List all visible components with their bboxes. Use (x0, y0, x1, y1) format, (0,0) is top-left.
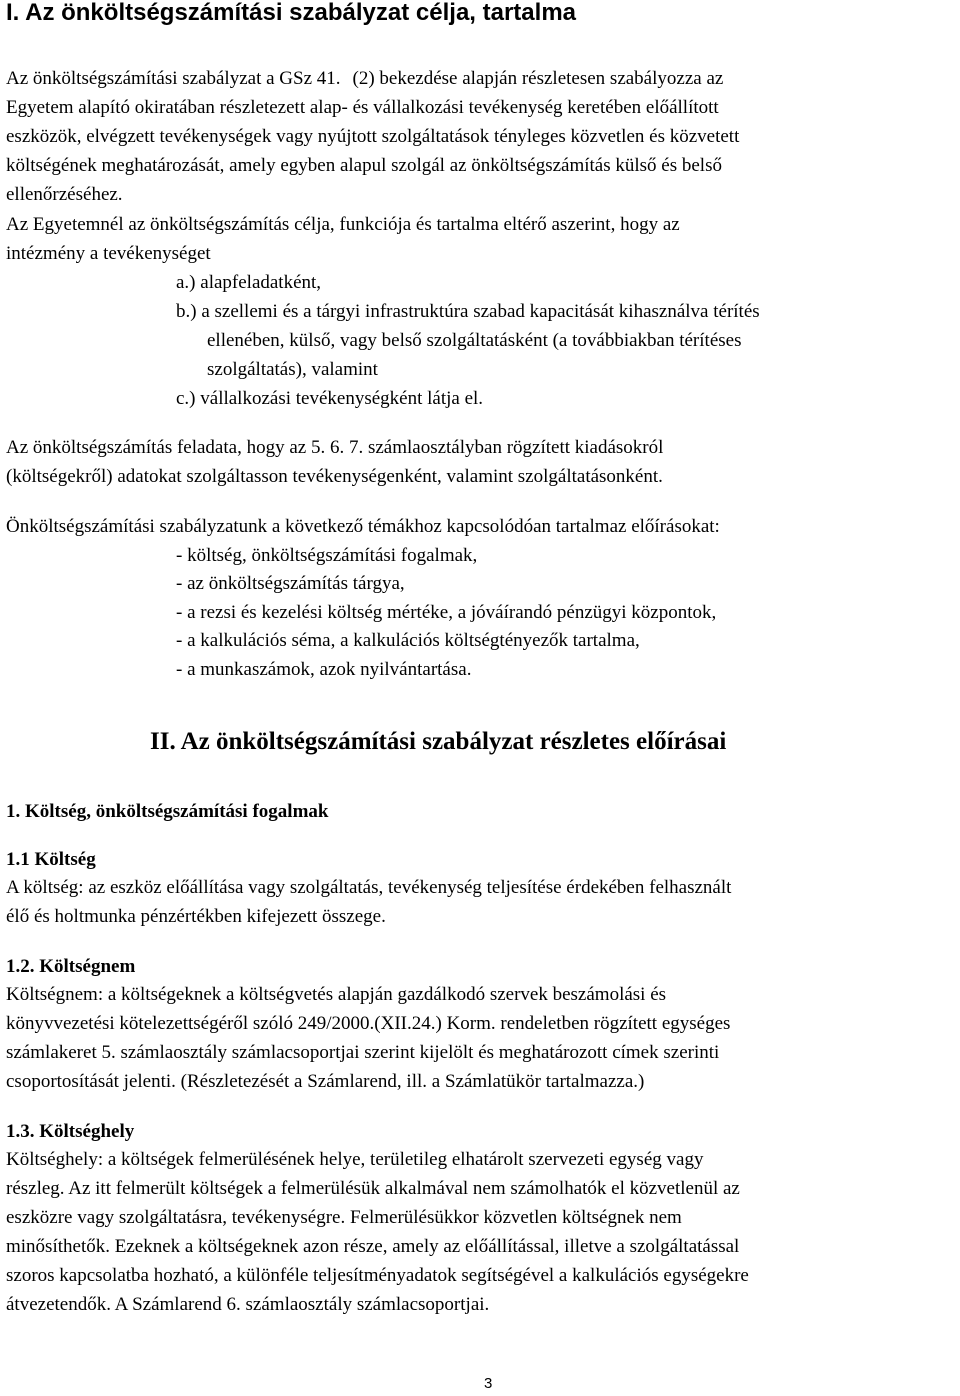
item-1-3-line: Költséghely: a költségek felmerülésének helye, területileg elhatárolt szervezeti egység vagy (6, 1149, 704, 1170)
subsection-1-title: 1. Költség, önköltségszámítási fogalmak (6, 801, 329, 822)
topic-item: - költség, önköltségszámítási fogalmak, (176, 545, 478, 566)
paragraph-4: Önköltségszámítási szabályzatunk a következő témákhoz kapcsolódóan tartalmaz előírásokat: (6, 516, 720, 537)
item-1-3-line: szoros kapcsolatba hozható, a különféle teljesítményadatok segítségével a kalkulációs egységekre (6, 1265, 749, 1286)
topic-item: - a kalkulációs séma, a kalkulációs költségtényezők tartalma, (176, 630, 640, 651)
item-1-3-title: 1.3. Költséghely (6, 1121, 135, 1142)
item-1-3-line: részleg. Az itt felmerült költségek a felmerülésük alkalmával nem számolhatók el közvetlenül az (6, 1178, 740, 1199)
paragraph-2-line: Az Egyetemnél az önköltségszámítás célja, funkciója és tartalma eltérő aszerint, hogy az (6, 214, 680, 235)
item-1-2-line: Költségnem: a költségeknek a költségvetés alapján gazdálkodó szervek beszámolási és (6, 984, 667, 1005)
section-2-title: II. Az önköltségszámítási szabályzat részletes előírásai (150, 728, 727, 755)
paragraph-1-line: eszközök, elvégzett tevékenységek vagy nyújtott szolgáltatások tényleges közvetlen és közvetett (6, 126, 740, 147)
section-1-title: I. Az önköltségszámítási szabályzat célja, tartalma (6, 0, 576, 26)
paragraph-2-line: intézmény a tevékenységet (6, 243, 211, 264)
list-item-b: b.) a szellemi és a tárgyi infrastruktúra szabad kapacitását kihasználva térítés (176, 301, 760, 322)
item-1-3-line: eszközre vagy szolgáltatásra, tevékenységre. Felmerülésükkor közvetlen költségnek nem (6, 1207, 682, 1228)
paragraph-1-line: Egyetem alapító okiratában részletezett alap- és vállalkozási tevékenység keretében előállított (6, 97, 719, 118)
list-item-b-cont: ellenében, külső, vagy belső szolgáltatásként (a továbbiakban térítéses (207, 330, 742, 351)
item-1-3-line: átvezetendők. A Számlarend 6. számlaosztály számlacsoportjai. (6, 1294, 490, 1315)
paragraph-3-line: Az önköltségszámítás feladata, hogy az 5. 6. 7. számlaosztályban rögzített kiadásokról (6, 437, 664, 458)
paragraph-1-line: Az önköltségszámítási szabályzat a GSz 41. (2) bekezdése alapján részletesen szabályozza az (6, 68, 724, 89)
page-number: 3 (484, 1375, 493, 1392)
item-1-1-line: élő és holtmunka pénzértékben kifejezett összege. (6, 906, 386, 927)
item-1-3-line: minősíthetők. Ezeknek a költségeknek azon része, amely az előállítással, illetve a szolgáltatással (6, 1236, 740, 1257)
topic-item: - a munkaszámok, azok nyilvántartása. (176, 659, 472, 680)
paragraph-1-line: ellenőrzéséhez. (6, 184, 123, 205)
topic-item: - a rezsi és kezelési költség mértéke, a jóváírandó pénzügyi központok, (176, 602, 717, 623)
paragraph-3-line: (költségekről) adatokat szolgáltasson tevékenységenként, valamint szolgáltatásonként. (6, 466, 663, 487)
list-item-a: a.) alapfeladatként, (176, 272, 322, 293)
topic-item: - az önköltségszámítás tárgya, (176, 573, 405, 594)
list-item-b-cont: szolgáltatás), valamint (207, 359, 378, 380)
item-1-1-title: 1.1 Költség (6, 849, 96, 870)
item-1-2-title: 1.2. Költségnem (6, 956, 136, 977)
item-1-2-line: számlakeret 5. számlaosztály számlacsoportjai szerint kijelölt és meghatározott címek szerinti (6, 1042, 720, 1063)
paragraph-1-line: költségének meghatározását, amely egyben alapul szolgál az önköltségszámítás külső és belső (6, 155, 722, 176)
item-1-1-line: A költség: az eszköz előállítása vagy szolgáltatás, tevékenység teljesítése érdekében felhasznált (6, 877, 732, 898)
item-1-2-line: csoportosítását jelenti. (Részletezését a Számlarend, ill. a Számlatükör tartalmazza.) (6, 1071, 645, 1092)
list-item-c: c.) vállalkozási tevékenységként látja el. (176, 388, 484, 409)
item-1-2-line: könyvvezetési kötelezettségéről szóló 249/2000.(XII.24.) Korm. rendeletben rögzített egységes (6, 1013, 731, 1034)
